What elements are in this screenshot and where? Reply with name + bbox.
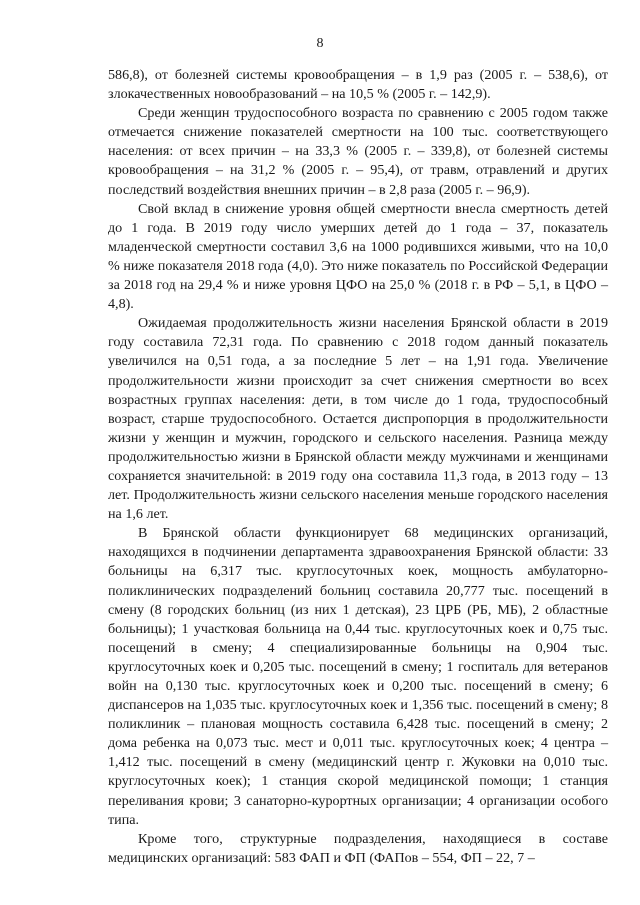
paragraph-continuation: 586,8), от болезней системы кровообращения – в 1,9 раз (2005 г. – 538,6), от злокачественных новообразований – на 10,5 % (2005 г. – 142,9). [108,67,608,103]
document-body [108,66,608,868]
paragraph-medical-organizations: В Брянской области функционирует 68 медицинских организаций, находящихся в подчинении департамента здравоохранения Брянской области: 33 больницы на 6,317 тыс. круглосуточных коек, мощность амбулаторно-поликлинических подразделений больниц составила 20,777 тыс. посещений в смену (8 городских больниц (из них 1 детская), 23 ЦРБ (РБ, МБ), 2 областные больницы); 1 участковая больница на 0,44 тыс. круглосуточных коек и 0,75 тыс. посещений в смену; 4 специализированные больницы на 0,904 тыс. круглосуточных коек и 0,205 тыс. посещений в смену; 1 госпиталь для ветеранов войн на 0,130 тыс. круглосуточных коек и 0,200 тыс. посещений в смену; 6 диспансеров на 1,035 тыс. круглосуточных коек и 1,356 тыс. посещений в смену; 8 поликлиник – плановая мощность составила 6,428 тыс. посещений в смену; 2 дома ребенка на 0,073 тыс. мест и 0,011 тыс. круглосуточных коек; 4 центра – 1,412 тыс. посещений в смену (медицинский центр г. Жуковки на 0,010 тыс. круглосуточных коек); 1 станция скорой медицинской помощи; 1 станция переливания крови; 3 санаторно-курортных организации; 4 организации особого типа. [108,525,608,828]
paragraph-infant-mortality: Свой вклад в снижение уровня общей смертности внесла смертность детей до 1 года. В 2019 году число умерших детей до 1 года – 37, показатель младенческой смертности составил 3,6 на 1000 родившихся живыми, что на 10,0 % ниже показателя 2018 года (4,0). Это ниже показатель по Российской Федерации за 2018 год на 29,4 % и ниже уровня ЦФО на 25,0 % (2018 г. в РФ – 5,1, в ЦФО – 4,8). [108,200,608,313]
paragraph-women-mortality: Среди женщин трудоспособного возраста по сравнению с 2005 годом также отмечается снижение показателей смертности на 100 тыс. соответствующего населения: от всех причин – на 33,3 % (2005 г. – 339,8), от болезней системы кровообращения – на 31,2 % (2005 г. – 95,4), от травм, отравлений и других последствий воздействия внешних причин – в 2,8 раза (2005 г. – 96,9). [108,105,608,198]
paragraph-structural-units: Кроме того, структурные подразделения, находящиеся в составе медицинских организаций: 583 ФАП и ФП (ФАПов – 554, ФП – 22, 7 – [108,830,608,866]
paragraph-life-expectancy: Ожидаемая продолжительность жизни населения Брянской области в 2019 году составила 72,31 года. По сравнению с 2018 годом данный показатель увеличился на 0,51 года, а за последние 5 лет – на 1,91 года. Увеличение продолжительности жизни происходит за счет снижения смертности во всех возрастных группах населения: дети, в том числе до 1 года, трудоспособный возраст, старше трудоспособного. Остается диспропорция в продолжительности жизни у женщин и мужчин, городского и сельского населения. Разница между продолжительностью жизни в Брянской области между мужчинами и женщинами сохраняется значительной: в 2019 году она составила 11,3 года, в 2013 году – 13 лет. Продолжительность жизни сельского населения меньше городского населения на 1,6 лет. [108,315,608,523]
page-number: 8 [316,36,324,51]
